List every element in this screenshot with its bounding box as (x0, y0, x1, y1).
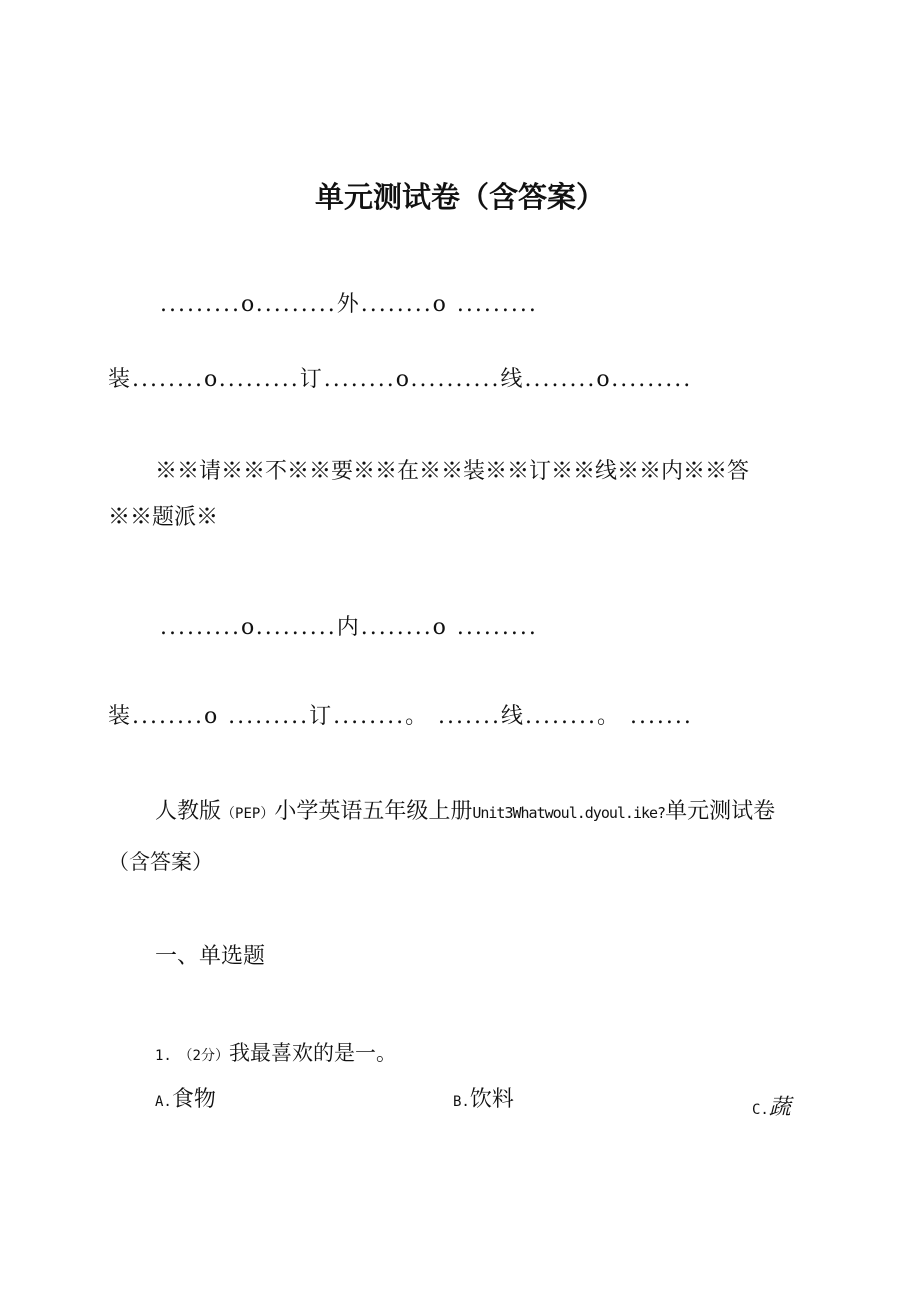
section-heading: 一、单选题 (155, 944, 266, 969)
seal-line-outer-top: .........o.........外........o ......... (160, 292, 538, 317)
question-1-score: （2分） (178, 1048, 229, 1064)
option-c-text: 蔬 (768, 1095, 791, 1120)
question-1-number: 1. (155, 1048, 172, 1064)
subtitle-test: 单元测试卷 (665, 799, 776, 824)
option-a-text: 食物 (171, 1087, 216, 1112)
seal-warning-line-2: ※※题派※ (108, 505, 219, 530)
option-b-letter: B. (453, 1094, 470, 1110)
question-1 (155, 1043, 397, 1064)
subtitle-answer-note: （含答案） (108, 850, 213, 874)
option-b-text: 饮料 (469, 1087, 514, 1112)
option-a-letter: A. (155, 1094, 172, 1110)
seal-line-outer-bottom: 装........o.........订........o..........线........o......... (108, 367, 693, 392)
subtitle-publisher: 人教版 (155, 799, 222, 824)
seal-warning-line-1: ※※请※※不※※要※※在※※装※※订※※线※※内※※答 (155, 459, 750, 484)
subtitle-edition: （PEP） (221, 806, 275, 822)
seal-line-inner-bottom: 装........o .........订........。 .......线........。 ....... (108, 704, 693, 729)
document-title: 单元测试卷（含答案） (314, 180, 605, 214)
seal-line-inner-top: .........o.........内........o ......... (160, 615, 538, 640)
document-subtitle (155, 801, 775, 823)
option-a (155, 1089, 216, 1111)
option-b (453, 1089, 514, 1111)
option-c (752, 1097, 791, 1119)
option-c-letter: C. (752, 1102, 769, 1118)
subtitle-unit: Unit3Whatwoul.dyoul.ike? (472, 804, 666, 822)
question-1-text: 我最喜欢的是一。 (228, 1041, 397, 1065)
subtitle-grade: 小学英语五年级上册 (274, 799, 473, 824)
